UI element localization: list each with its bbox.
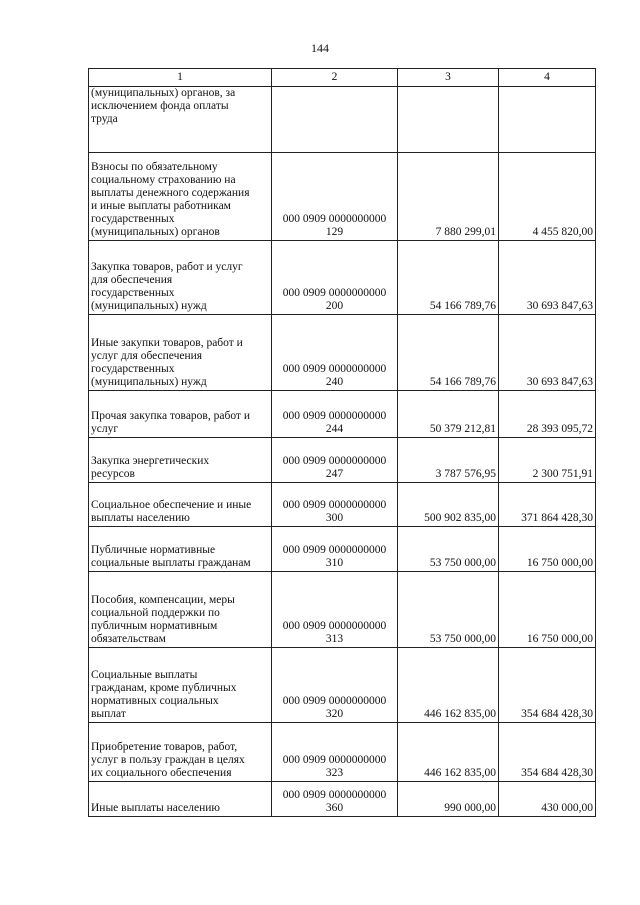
row-name: Прочая закупка товаров, работ и услуг: [89, 391, 272, 438]
table-row: [89, 241, 596, 315]
row-code: 000 0909 0000000000 244: [272, 391, 398, 438]
row-value-4: 30 693 847,63: [499, 241, 596, 315]
row-value-4: [499, 87, 596, 153]
row-value-3: 54 166 789,76: [398, 241, 499, 315]
table-row: [89, 315, 596, 391]
row-value-3: 50 379 212,81: [398, 391, 499, 438]
row-name: Пособия, компенсации, меры социальной поддержки по публичным нормативным обязательствам: [89, 572, 272, 648]
row-name: Социальное обеспечение и иные выплаты населению: [89, 483, 272, 527]
table-header-row: [89, 69, 596, 87]
row-value-3: 3 787 576,95: [398, 438, 499, 483]
row-code: 000 0909 0000000000 129: [272, 153, 398, 241]
budget-table: [88, 68, 596, 817]
row-code: 000 0909 0000000000 310: [272, 527, 398, 572]
row-code: 000 0909 0000000000 247: [272, 438, 398, 483]
page-number: 144: [311, 41, 329, 55]
table-row: [89, 527, 596, 572]
table-row: [89, 153, 596, 241]
table-row: [89, 391, 596, 438]
row-name: Иные закупки товаров, работ и услуг для обеспечения государственных (муниципальных) нужд: [89, 315, 272, 391]
row-name: (муниципальных) органов, за исключением фонда оплаты труда: [89, 87, 272, 153]
row-value-4: 16 750 000,00: [499, 527, 596, 572]
row-value-3: 53 750 000,00: [398, 572, 499, 648]
row-value-4: 2 300 751,91: [499, 438, 596, 483]
row-value-4: 354 684 428,30: [499, 723, 596, 782]
row-value-4: 28 393 095,72: [499, 391, 596, 438]
table-row: [89, 723, 596, 782]
row-value-4: 371 864 428,30: [499, 483, 596, 527]
row-name: Взносы по обязательному социальному страхованию на выплаты денежного содержания и иные выплаты работникам государственных (муниципальных) органов: [89, 153, 272, 241]
row-value-4: 30 693 847,63: [499, 315, 596, 391]
row-value-3: 500 902 835,00: [398, 483, 499, 527]
row-code: 000 0909 0000000000 200: [272, 241, 398, 315]
table-row: [89, 87, 596, 153]
row-name: Закупка энергетических ресурсов: [89, 438, 272, 483]
column-header-2: 2: [272, 69, 398, 87]
table-row: [89, 648, 596, 723]
table-row: [89, 572, 596, 648]
row-value-3: 446 162 835,00: [398, 723, 499, 782]
row-value-3: 53 750 000,00: [398, 527, 499, 572]
table-row: [89, 483, 596, 527]
row-code: 000 0909 0000000000 323: [272, 723, 398, 782]
row-value-3: 446 162 835,00: [398, 648, 499, 723]
row-value-4: 430 000,00: [499, 782, 596, 817]
row-name: Приобретение товаров, работ, услуг в пользу граждан в целях их социального обеспечения: [89, 723, 272, 782]
row-value-4: 16 750 000,00: [499, 572, 596, 648]
row-code: 000 0909 0000000000 240: [272, 315, 398, 391]
column-header-4: 4: [499, 69, 596, 87]
row-name: Иные выплаты населению: [89, 782, 272, 817]
table-row: [89, 438, 596, 483]
column-header-3: 3: [398, 69, 499, 87]
table-row: [89, 782, 596, 817]
row-code: 000 0909 0000000000 320: [272, 648, 398, 723]
column-header-1: 1: [89, 69, 272, 87]
row-value-3: 54 166 789,76: [398, 315, 499, 391]
row-name: Закупка товаров, работ и услуг для обеспечения государственных (муниципальных) нужд: [89, 241, 272, 315]
row-value-3: [398, 87, 499, 153]
row-value-4: 4 455 820,00: [499, 153, 596, 241]
row-value-3: 7 880 299,01: [398, 153, 499, 241]
row-name: Социальные выплаты гражданам, кроме публичных нормативных социальных выплат: [89, 648, 272, 723]
row-code: [272, 87, 398, 153]
row-value-3: 990 000,00: [398, 782, 499, 817]
row-code: 000 0909 0000000000 360: [272, 782, 398, 817]
row-value-4: 354 684 428,30: [499, 648, 596, 723]
row-code: 000 0909 0000000000 313: [272, 572, 398, 648]
row-name: Публичные нормативные социальные выплаты гражданам: [89, 527, 272, 572]
row-code: 000 0909 0000000000 300: [272, 483, 398, 527]
